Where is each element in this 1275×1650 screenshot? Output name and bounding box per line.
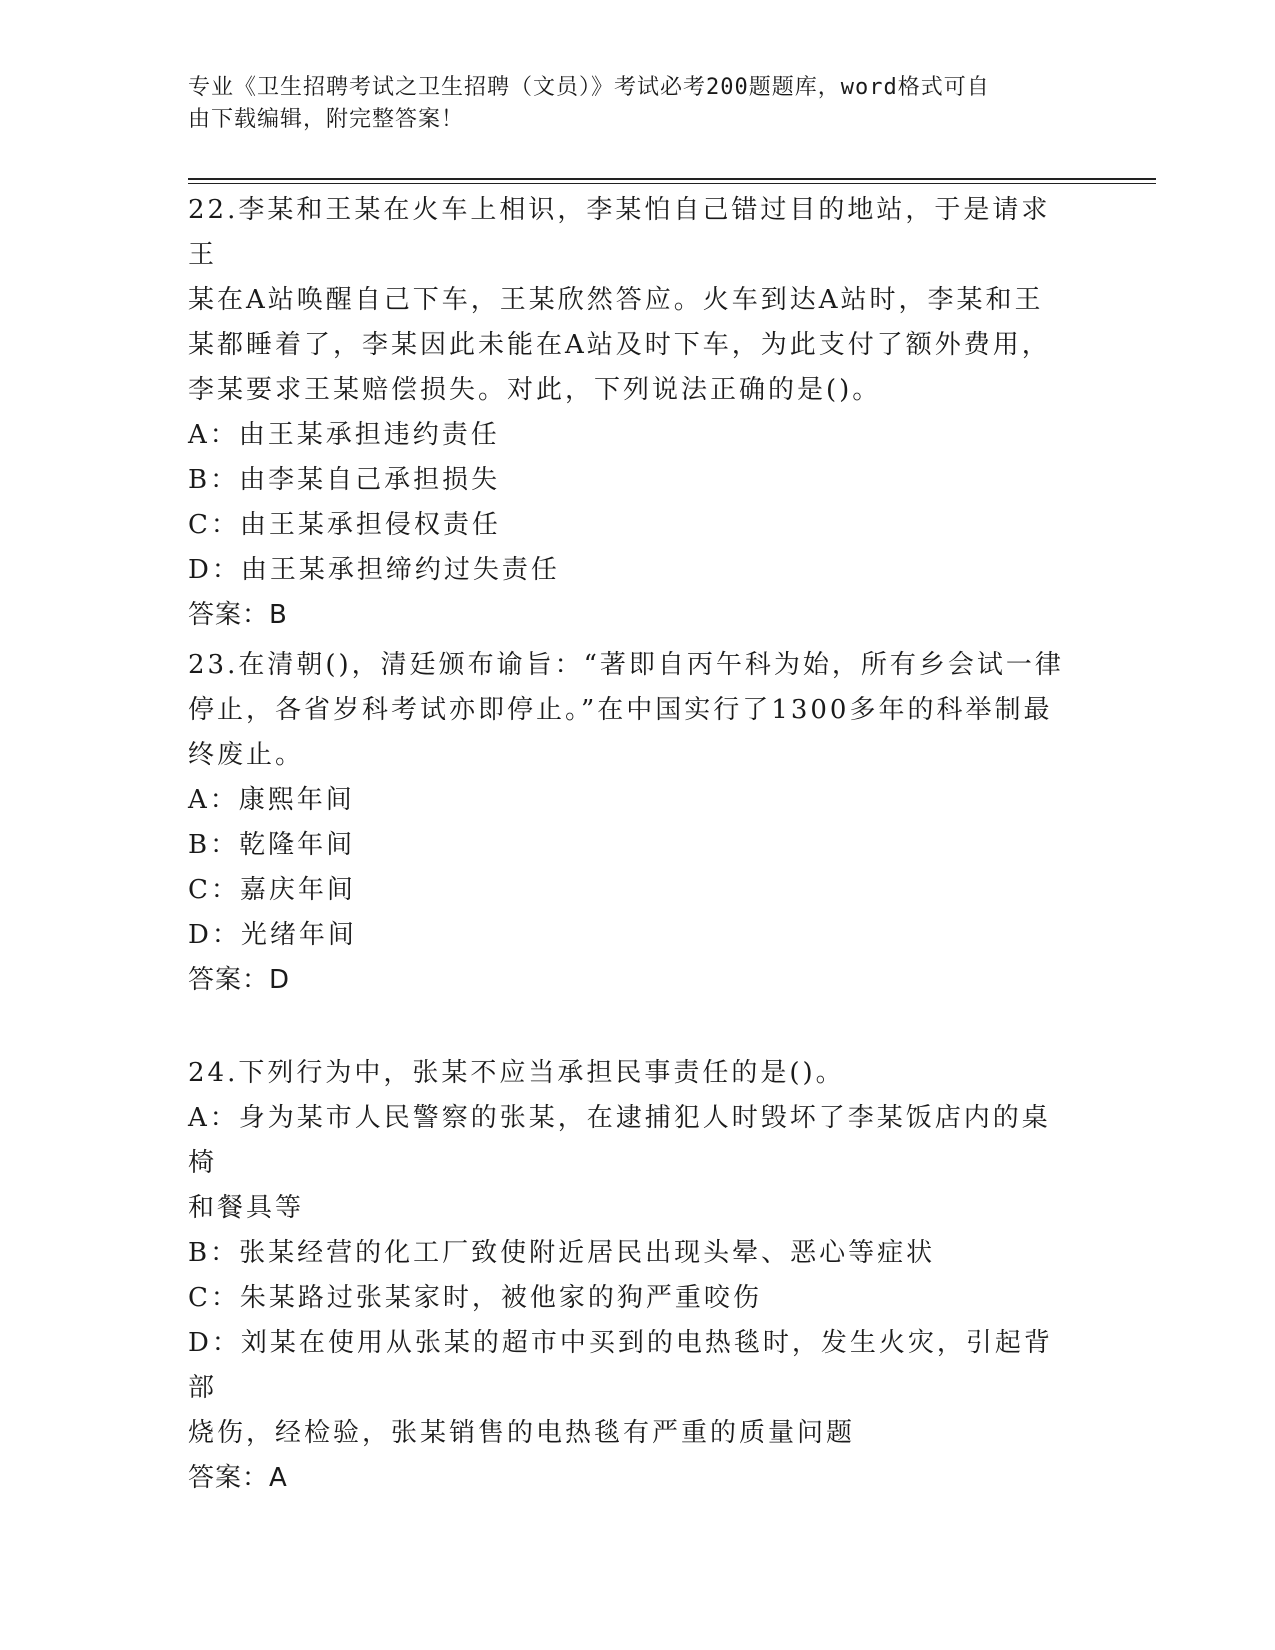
option-c — [188, 1276, 1068, 1321]
answer-text: 答案：B — [188, 600, 288, 630]
option-a — [188, 778, 1068, 823]
stem-line: 某在A站唤醒自己下车，王某欣然答应。火车到达A站时，李某和王 — [188, 285, 1044, 315]
option-line: A：身为某市人民警察的张某，在逮捕犯人时毁坏了李某饭店内的桌椅 — [188, 1103, 1051, 1178]
answer-text: 答案：D — [188, 965, 291, 995]
option-line: A：由王某承担违约责任 — [188, 420, 500, 450]
option-d — [188, 1321, 1068, 1456]
stem-line: 23.在清朝()，清廷颁布谕旨：“著即自丙午科为始，所有乡会试一律 — [188, 650, 1064, 680]
option-c — [188, 868, 1068, 913]
option-c — [188, 503, 1068, 548]
option-line: D：光绪年间 — [188, 920, 357, 950]
header-line-1: 专业《卫生招聘考试之卫生招聘（文员）》考试必考200题题库，word格式可自 — [188, 75, 990, 100]
header-divider-thick — [188, 178, 1156, 180]
question-22 — [188, 188, 1068, 638]
option-line: C：由王某承担侵权责任 — [188, 510, 501, 540]
option-line: C：嘉庆年间 — [188, 875, 356, 905]
header-divider-thin — [188, 183, 1156, 184]
question-stem — [188, 188, 1068, 413]
option-d — [188, 548, 1068, 593]
stem-line: 22.李某和王某在火车上相识，李某怕自己错过目的地站，于是请求王 — [188, 195, 1051, 270]
stem-line: 停止，各省岁科考试亦即停止。”在中国实行了1300多年的科举制最 — [188, 695, 1053, 725]
option-line: 烧伤，经检验，张某销售的电热毯有严重的质量问题 — [188, 1418, 856, 1448]
option-a — [188, 413, 1068, 458]
option-d — [188, 913, 1068, 958]
stem-line: 某都睡着了，李某因此未能在A站及时下车，为此支付了额外费用， — [188, 330, 1051, 360]
document-header — [188, 72, 1068, 136]
option-line: D：刘某在使用从张某的超市中买到的电热毯时，发生火灾，引起背部 — [188, 1328, 1053, 1403]
stem-line: 终废止。 — [188, 740, 305, 770]
question-stem — [188, 1051, 1068, 1096]
question-24 — [188, 1051, 1068, 1501]
option-line: C：朱某路过张某家时，被他家的狗严重咬伤 — [188, 1283, 762, 1313]
header-line-2: 由下载编辑，附完整答案！ — [188, 107, 465, 132]
option-b — [188, 1231, 1068, 1276]
stem-line: 24.下列行为中，张某不应当承担民事责任的是()。 — [188, 1058, 845, 1088]
question-23 — [188, 643, 1068, 1003]
option-line: B：张某经营的化工厂致使附近居民出现头晕、恶心等症状 — [188, 1238, 936, 1268]
option-b — [188, 823, 1068, 868]
option-line: 和餐具等 — [188, 1193, 305, 1223]
question-stem — [188, 643, 1068, 778]
option-line: B：由李某自己承担损失 — [188, 465, 501, 495]
option-a — [188, 1096, 1068, 1231]
option-b — [188, 458, 1068, 503]
option-line: A：康熙年间 — [188, 785, 355, 815]
option-line: D：由王某承担缔约过失责任 — [188, 555, 560, 585]
answer-text: 答案：A — [188, 1463, 288, 1493]
option-line: B：乾隆年间 — [188, 830, 356, 860]
stem-line: 李某要求王某赔偿损失。对此，下列说法正确的是()。 — [188, 375, 882, 405]
